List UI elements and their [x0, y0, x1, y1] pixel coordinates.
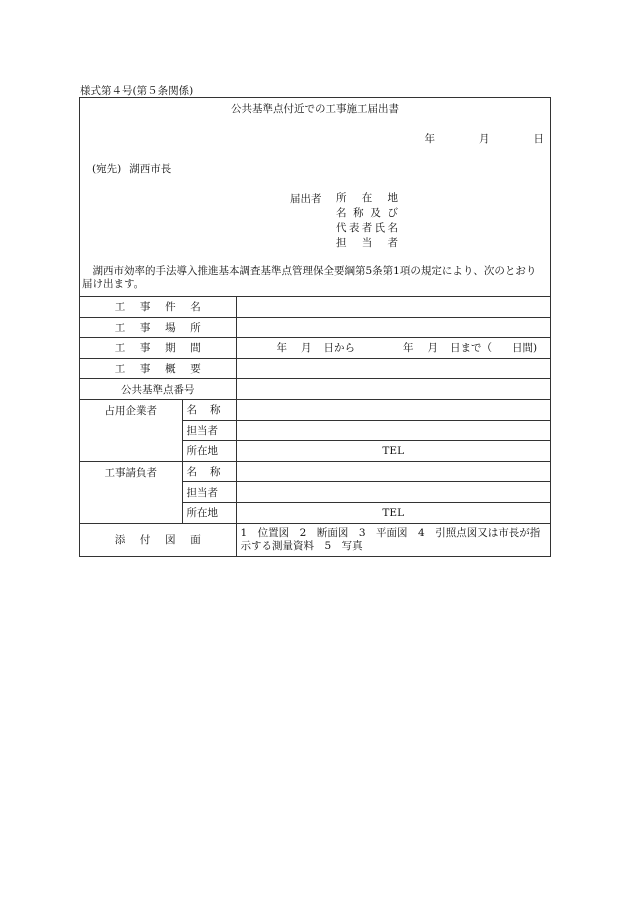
recipient-name: 湖西市長 — [129, 163, 172, 175]
attachments-list: 1 位置図 2 断面図 3 平面図 4 引照点図又は市長が指示する測量資料 5 写真 — [236, 523, 550, 556]
notification-form — [79, 97, 551, 557]
applicant-address-label: 所在地 — [336, 192, 398, 204]
contractor-address-field[interactable] — [236, 502, 550, 523]
work-summary-label: 工事概要 — [80, 358, 236, 379]
occupant-label: 占用企業者 — [80, 399, 182, 461]
period-from: 日から — [323, 342, 355, 355]
work-period-field[interactable] — [236, 338, 550, 359]
applicant-label: 届出者 — [290, 193, 322, 205]
benchmark-number-label: 公共基準点番号 — [80, 379, 236, 400]
period-until: 日まで（ — [450, 342, 492, 355]
benchmark-number-field[interactable] — [236, 379, 550, 400]
occupant-person-label: 担当者 — [182, 420, 236, 441]
applicant-fields — [336, 191, 398, 251]
date-line — [425, 131, 545, 146]
occupant-address-label: 所在地 — [182, 441, 236, 462]
table-row — [80, 399, 550, 420]
date-month-label: 月 — [479, 133, 490, 145]
work-place-label: 工事場所 — [80, 317, 236, 338]
period-month1: 月 — [301, 342, 312, 355]
contractor-person-label: 担当者 — [182, 482, 236, 503]
date-day-label: 日 — [533, 133, 544, 145]
contractor-tel-label: TEL — [382, 506, 405, 519]
period-year1: 年 — [276, 342, 287, 355]
occupant-name-field[interactable] — [236, 399, 550, 420]
period-month2: 月 — [427, 342, 438, 355]
contractor-address-label: 所在地 — [182, 502, 236, 523]
period-year2: 年 — [403, 342, 414, 355]
period-days: 日間) — [512, 342, 538, 355]
contractor-name-label: 名称 — [182, 461, 236, 482]
contractor-label: 工事請負者 — [80, 461, 182, 523]
table-row — [80, 297, 550, 317]
applicant-name-label: 名称及び — [336, 207, 398, 219]
contractor-person-field[interactable] — [236, 482, 550, 503]
occupant-address-field[interactable] — [236, 441, 550, 462]
statement: 湖西市効率的手法導入推進基本調査基準点管理保全要綱第5条第1項の規定により、次のとおり届け出ます。 — [82, 265, 537, 290]
form-number: 様式第４号(第５条関係) — [80, 85, 194, 97]
occupant-person-field[interactable] — [236, 420, 550, 441]
work-period-label: 工事期間 — [80, 338, 236, 359]
recipient-label: (宛先) — [92, 163, 122, 175]
work-name-field[interactable] — [236, 297, 550, 317]
table-row — [80, 461, 550, 482]
date-year-label: 年 — [424, 133, 435, 145]
table-row — [80, 379, 550, 400]
recipient — [92, 161, 171, 176]
applicant-person-label: 担当者 — [336, 237, 398, 249]
occupant-tel-label: TEL — [382, 444, 405, 457]
form-header — [80, 98, 550, 297]
occupant-name-label: 名称 — [182, 399, 236, 420]
table-row — [80, 338, 550, 359]
table-row — [80, 523, 550, 556]
work-summary-field[interactable] — [236, 358, 550, 379]
table-row — [80, 317, 550, 338]
form-table — [80, 297, 550, 556]
form-title: 公共基準点付近での工事施工届出書 — [231, 103, 399, 115]
contractor-name-field[interactable] — [236, 461, 550, 482]
applicant-representative-label: 代表者氏名 — [336, 222, 398, 234]
table-row — [80, 358, 550, 379]
work-place-field[interactable] — [236, 317, 550, 338]
attachments-label: 添付図面 — [80, 523, 236, 556]
work-name-label: 工事件名 — [80, 297, 236, 317]
